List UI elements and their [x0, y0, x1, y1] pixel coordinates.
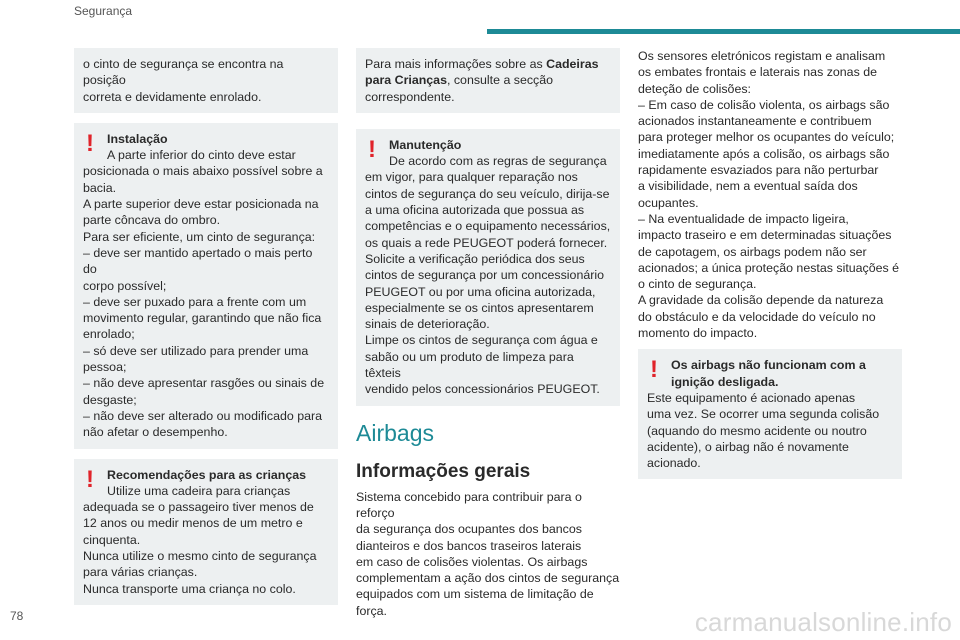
warning-exclamation-icon: ! — [368, 135, 376, 163]
text-line: imediatamente após a colisão, os airbags são — [638, 146, 890, 161]
text-line: desgaste; — [83, 392, 137, 407]
text-line: A parte inferior do cinto deve estar — [107, 148, 296, 163]
ignition-warning-box — [638, 349, 902, 479]
text-line: PEUGEOT ou por uma oficina autorizada, — [365, 284, 596, 299]
text-line: acidente), o airbag não é novamente — [647, 439, 849, 454]
warning-exclamation-icon: ! — [86, 465, 94, 493]
text-line: para proteger melhor os ocupantes do veículo; — [638, 130, 895, 145]
text-line: equipados com um sistema de limitação de — [356, 587, 594, 602]
text-line: vendido pelos concessionários PEUGEOT. — [365, 382, 600, 397]
text-line: movimento regular, garantindo que não fica — [83, 311, 322, 326]
text-line: posicionada o mais abaixo possível sobre a — [83, 164, 323, 179]
text-line: sabão ou um produto de limpeza para têxteis — [365, 349, 574, 381]
text-line: complementam a ação dos cintos de segurança — [356, 571, 620, 586]
text-line: cintos de segurança do seu veículo, dirija-se — [365, 186, 610, 201]
text-line: momento do impacto. — [638, 326, 758, 341]
text-line: A gravidade da colisão depende da natureza — [638, 293, 884, 308]
text-line: Nunca transporte uma criança no colo. — [83, 581, 296, 596]
text-line: – Em caso de colisão violenta, os airbags são — [638, 97, 890, 112]
text-line: correspondente. — [365, 89, 455, 104]
text-line: – não deve ser alterado ou modificado para — [83, 408, 323, 423]
text-line: Este equipamento é acionado apenas — [647, 390, 856, 405]
inline-bold-text: para Crianças — [365, 73, 447, 88]
text-line: acionados instantaneamente e contribuem — [638, 114, 872, 129]
subsection-title-general-info: Informações gerais — [356, 460, 531, 482]
text-line: do obstáculo e da velocidade do veículo no — [638, 309, 876, 324]
text-line: Os sensores eletrónicos registam e analisam — [638, 49, 886, 63]
text-line: enrolado; — [83, 327, 135, 342]
text-line: dianteiros e dos bancos traseiros laterais — [356, 538, 582, 553]
text-line: a visibilidade, nem a eventual saída dos — [638, 179, 858, 194]
text-line: impacto traseiro e em determinadas situações — [638, 228, 892, 243]
section-title-airbags: Airbags — [356, 419, 434, 446]
text-line: – deve ser puxado para a frente com um — [83, 294, 307, 309]
text-line: Nunca utilize o mesmo cinto de segurança — [83, 549, 317, 564]
text-line: Sistema concebido para contribuir para o reforço — [356, 489, 582, 520]
text-line: sinais de deterioração. — [365, 317, 490, 332]
text-line: (aquando do mesmo acidente ou noutro — [647, 423, 867, 438]
text-line: Limpe os cintos de segurança com água e — [365, 333, 598, 348]
text-line: o cinto de segurança se encontra na posição — [83, 57, 284, 88]
inline-text: Para mais informações sobre as — [365, 57, 547, 71]
text-line: rapidamente esvaziados para não perturbar — [638, 163, 879, 178]
children-title: Recomendações para as crianças — [107, 467, 307, 482]
warning-exclamation-icon: ! — [86, 129, 94, 157]
text-line: – deve ser mantido apertado o mais perto do — [83, 245, 313, 277]
text-line: A parte superior deve estar posicionada na — [83, 197, 319, 212]
text-line: os quais a rede PEUGEOT poderá fornecer. — [365, 235, 608, 250]
column-2 — [356, 48, 620, 619]
text-line: competências e o equipamento necessários, — [365, 219, 611, 234]
text-line: para várias crianças. — [83, 565, 198, 580]
text-line: acionado. — [647, 456, 701, 471]
installation-warning-box — [74, 123, 338, 449]
text-line: deteção de colisões: — [638, 81, 751, 96]
text-line: – Na eventualidade de impacto ligeira, — [638, 211, 849, 226]
text-line: acionados; a única proteção nestas situações é — [638, 260, 900, 275]
text-line: correta e devidamente enrolado. — [83, 89, 262, 104]
text-line: parte côncava do ombro. — [83, 213, 221, 228]
intro-box — [74, 48, 338, 113]
text-line: da segurança dos ocupantes dos bancos — [356, 522, 582, 537]
text-line: cintos de segurança por um concessionário — [365, 268, 604, 283]
header-accent-bar — [487, 29, 960, 34]
text-line: especialmente se os cintos apresentarem — [365, 300, 594, 315]
text-line: a uma oficina autorizada que possua as — [365, 203, 585, 218]
watermark: carmanualsonline.info — [694, 607, 952, 637]
text-line: ocupantes. — [638, 195, 699, 210]
text-line — [365, 72, 611, 88]
text-line: os embates frontais e laterais nas zonas de — [638, 65, 877, 80]
text-line: o cinto de segurança. — [638, 277, 757, 292]
text-line: Utilize uma cadeira para crianças — [107, 483, 291, 498]
header-title: Segurança — [74, 4, 133, 18]
text-line: corpo possível; — [83, 278, 167, 293]
child-seats-info-box — [356, 48, 620, 113]
text-line: em vigor, para qualquer reparação nos — [365, 170, 578, 185]
text-line: em caso de colisões violentas. Os airbags — [356, 554, 588, 569]
text-line: Para ser eficiente, um cinto de segurança: — [83, 229, 316, 244]
text-line: bacia. — [83, 180, 117, 195]
text-line: De acordo com as regras de segurança — [389, 154, 607, 169]
column-1 — [74, 48, 338, 615]
column-3 — [638, 48, 902, 489]
warning-exclamation-icon: ! — [650, 356, 658, 384]
sensors-paragraph — [638, 48, 902, 341]
page-number: 78 — [10, 609, 24, 623]
text-line: – só deve ser utilizado para prender uma — [83, 343, 309, 358]
text-line: cinquenta. — [83, 532, 141, 547]
text-line: – não deve apresentar rasgões ou sinais de — [83, 376, 325, 391]
text-line — [365, 56, 611, 72]
ignition-warning-title: Os airbags não funcionam com a — [671, 358, 866, 373]
text-line: pessoa; — [83, 360, 127, 375]
text-line: Solicite a verificação periódica dos seus — [365, 251, 585, 266]
text-line: de capotagem, os airbags podem não ser — [638, 244, 867, 259]
general-info-paragraph — [356, 489, 620, 619]
ignition-warning-title: ignição desligada. — [671, 374, 779, 389]
text-line: força. — [356, 603, 387, 618]
text-line: 12 anos ou medir menos de um metro e — [83, 516, 303, 531]
text-line: não afetar o desempenho. — [83, 425, 228, 440]
maintenance-warning-box — [356, 129, 620, 406]
text-line: uma vez. Se ocorrer uma segunda colisão — [647, 407, 880, 422]
inline-text: , consulte a secção — [446, 73, 554, 88]
maintenance-title: Manutenção — [389, 137, 462, 152]
text-line: adequada se o passageiro tiver menos de — [83, 500, 314, 515]
inline-bold-text: Cadeiras — [546, 57, 599, 71]
children-warning-box — [74, 459, 338, 605]
installation-title: Instalação — [107, 131, 168, 146]
